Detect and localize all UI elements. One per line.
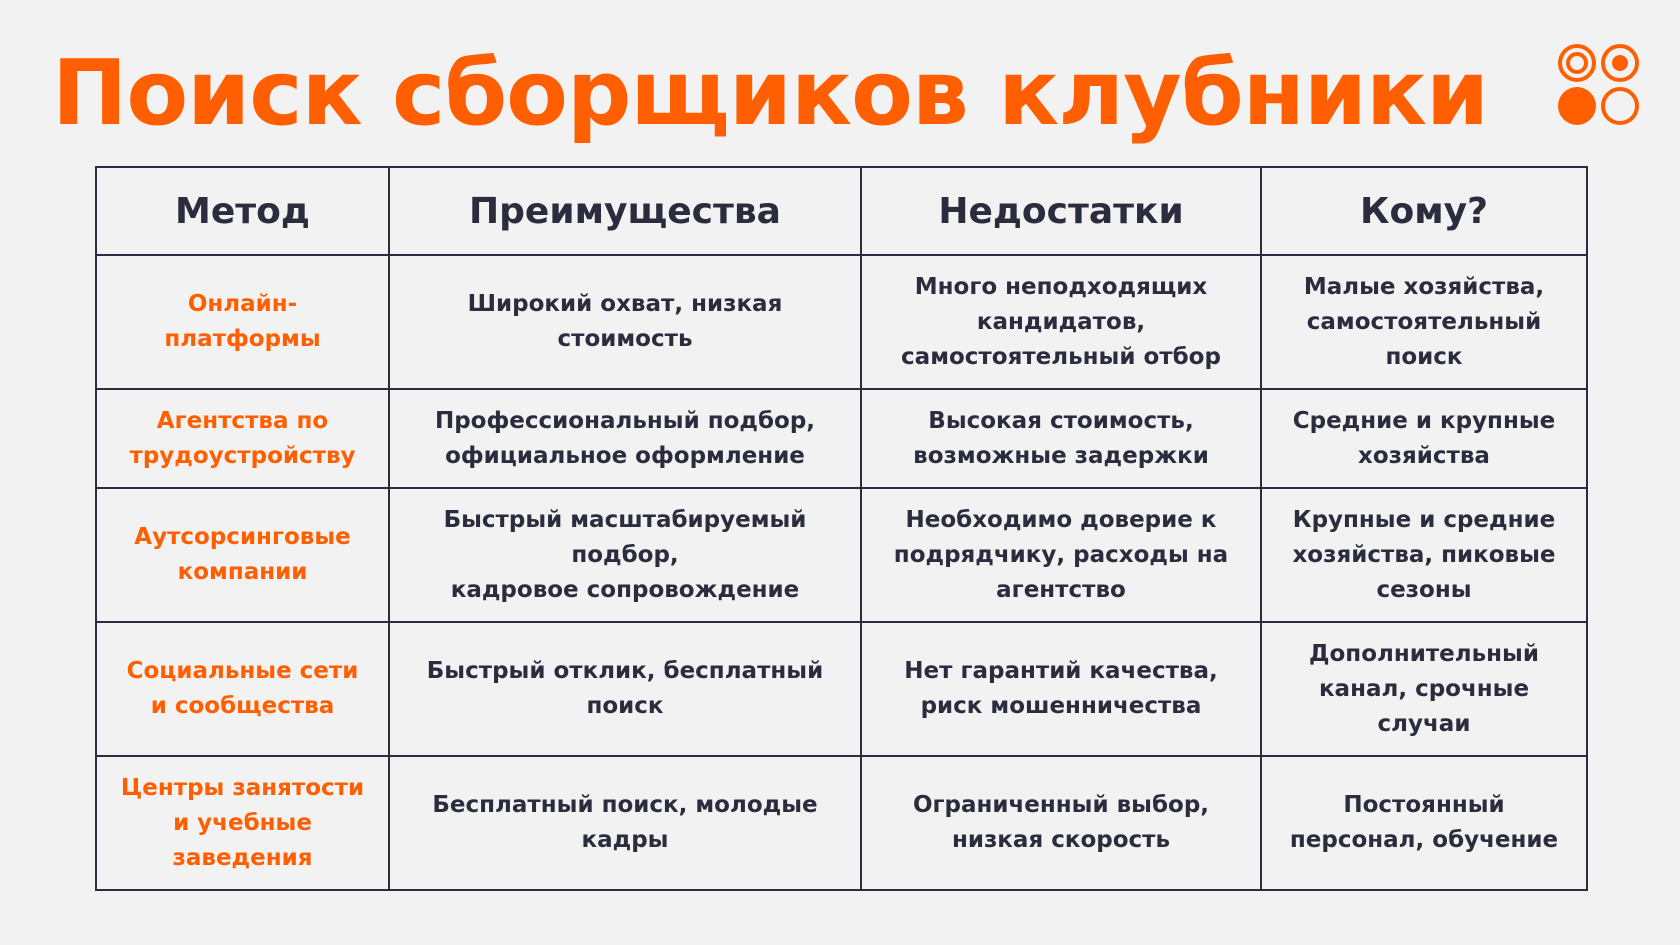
table-row: [96, 488, 1587, 622]
cons-text: Ограниченный выбор, низкая скорость: [912, 792, 1210, 853]
table-header-row: [96, 167, 1587, 255]
pros-text: Быстрый отклик, бесплатный поиск: [426, 658, 824, 719]
method-label: Агентства по трудоустройству: [129, 407, 356, 469]
method-label: Онлайн- платформы: [164, 291, 321, 352]
pros-cell: [389, 622, 861, 756]
table-row: [96, 255, 1587, 389]
header-for-whom: Кому?: [1261, 167, 1587, 255]
for-whom-text: Дополнительный канал, срочные случаи: [1309, 640, 1539, 737]
header-method: Метод: [96, 167, 389, 255]
method-cell: [96, 622, 389, 756]
cons-cell: [861, 389, 1261, 488]
header-cons: Недостатки: [861, 167, 1261, 255]
for-whom-text: Малые хозяйства, самостоятельный поиск: [1303, 273, 1545, 370]
cons-cell: [861, 488, 1261, 622]
pros-text: Бесплатный поиск, молодые кадры: [432, 792, 818, 853]
method-label: Центры занятости и учебные заведения: [120, 774, 365, 871]
for-whom-cell: [1261, 488, 1587, 622]
cons-text: Высокая стоимость, возможные задержки: [913, 407, 1209, 469]
for-whom-cell: [1261, 255, 1587, 389]
cons-cell: [861, 622, 1261, 756]
header-pros: Преимущества: [389, 167, 861, 255]
for-whom-cell: [1261, 622, 1587, 756]
method-cell: [96, 756, 389, 890]
pros-cell: [389, 488, 861, 622]
cons-cell: [861, 756, 1261, 890]
cons-cell: [861, 255, 1261, 389]
for-whom-cell: [1261, 756, 1587, 890]
pros-cell: [389, 389, 861, 488]
for-whom-text: Средние и крупные хозяйства: [1292, 407, 1556, 469]
method-cell: [96, 488, 389, 622]
table-row: [96, 756, 1587, 890]
method-cell: [96, 389, 389, 488]
cons-text: Нет гарантий качества, риск мошенничества: [904, 658, 1218, 719]
method-label: Аутсорсинговые компании: [134, 524, 351, 585]
cons-text: Необходимо доверие к подрядчику, расходы на агентство: [893, 506, 1229, 603]
method-cell: [96, 255, 389, 389]
pros-text: Широкий охват, низкая стоимость: [467, 291, 783, 352]
for-whom-text: Постоянный персонал, обучение: [1289, 792, 1559, 853]
page-title: Поиск сборщиков клубники: [52, 41, 1489, 146]
table-row: [96, 622, 1587, 756]
method-label: Социальные сети и сообщества: [126, 658, 359, 719]
cons-text: Много неподходящих кандидатов, самостоятельный отбор: [901, 273, 1221, 370]
for-whom-cell: [1261, 389, 1587, 488]
for-whom-text: Крупные и средние хозяйства, пиковые сезоны: [1292, 506, 1556, 603]
circles-logo-icon: [1556, 42, 1646, 132]
pros-text: Профессиональный подбор, официальное оформление: [434, 407, 816, 469]
pros-cell: [389, 756, 861, 890]
pros-text: Быстрый масштабируемый подбор, кадровое сопровождение: [443, 506, 807, 603]
methods-comparison-table: [95, 166, 1588, 891]
table-row: [96, 389, 1587, 488]
pros-cell: [389, 255, 861, 389]
